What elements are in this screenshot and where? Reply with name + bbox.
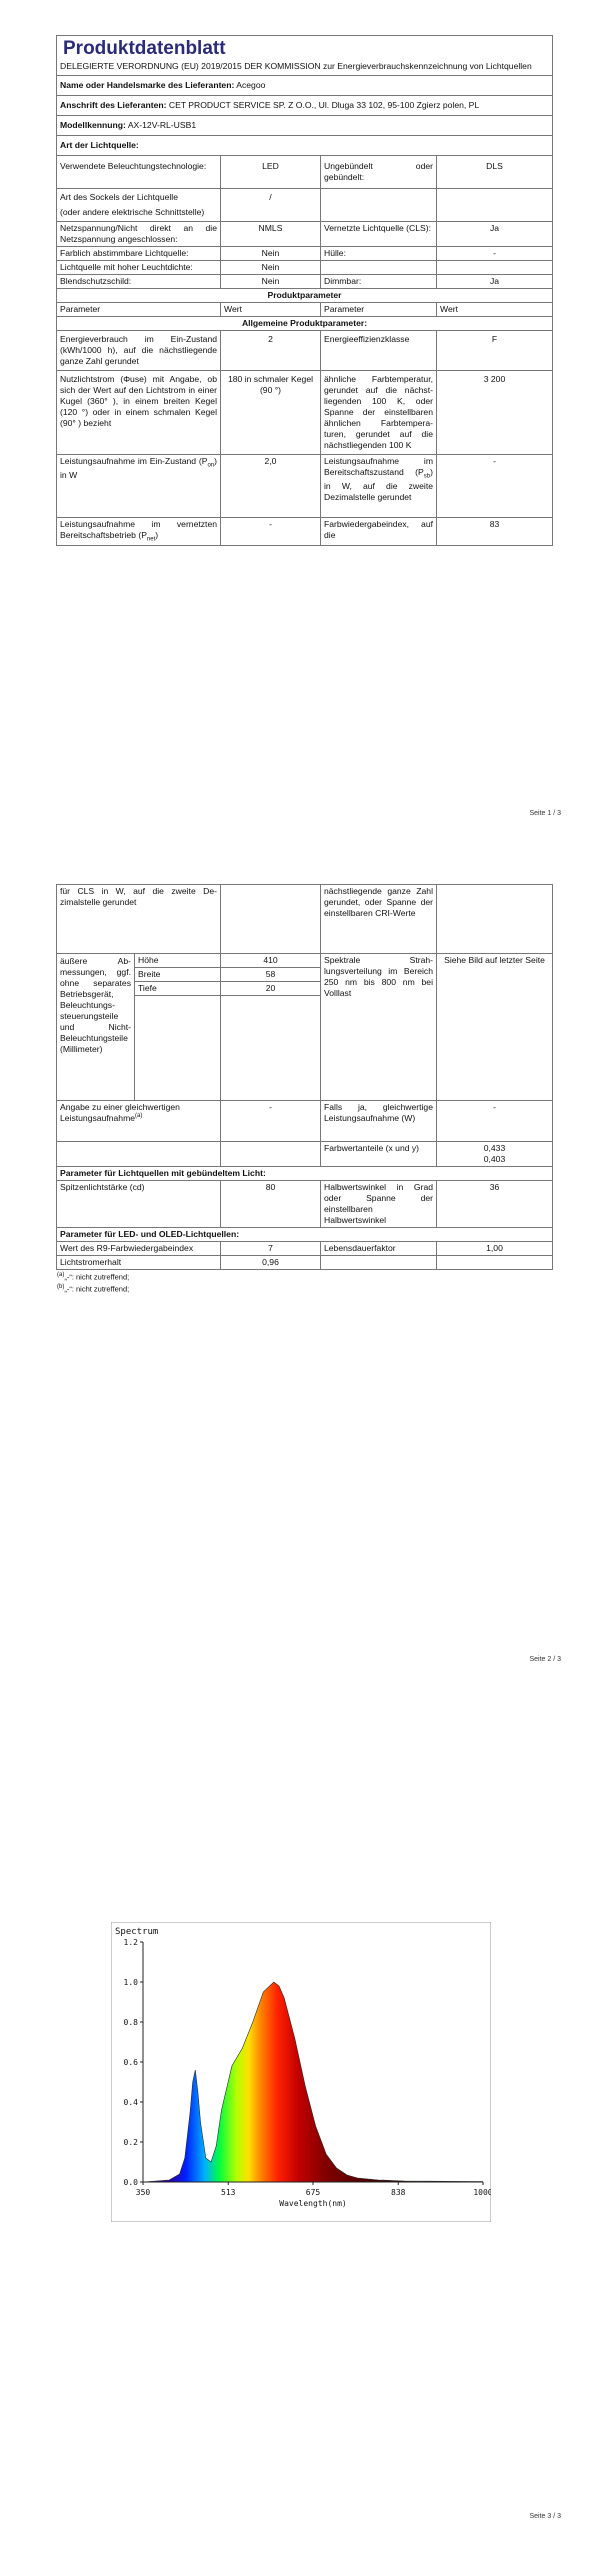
tech-label: Verwendete Beleuchtungstechnologie: [57,155,221,188]
spectrum-chart [111,1922,491,2225]
nondirectional-value: DLS [437,155,553,188]
page-number-2: Seite 2 / 3 [529,1656,561,1663]
col-header-value-1: Wert [221,302,321,316]
psb-value: - [437,454,553,517]
y-tick-label: 0.6 [123,2058,138,2067]
width-label: Breite [135,968,221,982]
mains-label: Netzspannung/Nicht direkt an die Netzspannung angeschlossen: [57,221,221,246]
glare-label: Blendschutzschild: [57,274,221,288]
general-params-heading: Allgemeine Produktparameter: [57,316,553,330]
page-1 [0,35,603,817]
tunable-value: Nein [221,246,321,260]
dimensions-label: äußere Abmessungen, ggf. ohne separates Betriebsgerät, Beleuchtungssteuerungsteile und Nicht-Beleuchtungsteile (Millimeter) [57,954,135,1101]
y-tick-label: 0.2 [123,2138,138,2147]
page-number-3: Seite 3 / 3 [529,2513,561,2520]
r9-label: Wert des R9-Farbwiedergabeindex [57,1242,221,1256]
flux-label: Nutzlichtstrom (Φuse) mit Angabe, ob sich der Wert auf den Lichtstrom in einer Kugel (360° ), in einem breiten Kegel (120 °) oder in einem schmalen Kegel (90° ) bezieht [57,370,221,454]
eec-value: F [437,330,553,370]
supplier-address-row: Anschrift des Lieferanten: CET PRODUCT SERVICE SP. Z O.O., Ul. Dluga 33 102, 95-100 Zgierz polen, PL [57,95,553,115]
equivalent-power-value: - [437,1101,553,1142]
y-tick-label: 1.0 [123,1978,138,1987]
socket-value: / [221,188,321,221]
tech-value: LED [221,155,321,188]
x-tick-label: 350 [135,2188,151,2197]
envelope-value: - [437,246,553,260]
nondirectional-label: Ungebündelt oder gebündelt: [321,155,437,188]
y-tick-label: 0.0 [123,2178,138,2187]
depth-value: 20 [221,982,321,996]
depth-label: Tiefe [135,982,221,996]
supplier-name: Acegoo [236,79,266,90]
x-tick-label: 675 [305,2188,321,2197]
height-value: 410 [221,954,321,968]
col-header-value-2: Wert [437,302,553,316]
beam-angle-value: 36 [437,1181,553,1228]
tunable-label: Farblich abstimmbare Lichtquelle: [57,246,221,260]
beam-angle-label: Halbwertswinkel in Grad oder Spanne der einstellbaren Halbwertswinkel [321,1181,437,1228]
high-luminance-label: Lichtquelle mit hoher Leuchtdichte: [57,260,221,274]
equivalent-label: Angabe zu einer gleichwertigen Leistungsaufnahme$^{(a)}$ [57,1101,221,1142]
chromaticity-value [437,1142,553,1167]
datasheet-table-part-1 [56,35,553,546]
footnote-b: $^{(b)}$„-“: nicht zutreffend; [57,1283,130,1294]
footnote-a: $^{(a)}$„-“: nicht zutreffend; [57,1272,130,1282]
lumen-maintenance-label: Lichtstromerhalt [57,1256,221,1270]
flux-value: 180 in schmaler Kegel (90 °) [221,370,321,454]
socket-label: Art des Sockels der Lichtquelle (oder andere elektrische Schnittstelle) [57,188,221,221]
survival-value: 1,00 [437,1242,553,1256]
chromaticity-x: 0,433 [483,1143,506,1153]
pon-value: 2,0 [221,454,321,517]
pnet-continued: für CLS in W, auf die zweite Dezimalstelle gerundet [57,885,221,954]
dimmable-value: Ja [437,274,553,288]
envelope-label: Hülle: [321,246,437,260]
spectrum-svg [111,1922,491,2222]
light-type-heading: Art der Lichtquelle: [57,135,553,155]
mains-value: NMLS [221,221,321,246]
pnet-label: Leistungsaufnahme im vernetzten Bereitschaftsbetrieb $(P_{net})$ [57,517,221,545]
cct-label: ähnliche Farbtemperatur, gerundet auf die nächstliegenden 100 K, oder Spanne der einstellbaren ähnlichen Farbtemperaturen, gerundet auf die nächstliegenden 100 K [321,370,437,454]
document-title: Produktdatenblatt [63,38,226,59]
cri-value: 83 [437,517,553,545]
high-luminance-value: Nein [221,260,321,274]
x-tick-label: 1000 [473,2188,491,2197]
connected-label: Vernetzte Lichtquelle (CLS): [321,221,437,246]
dls-params-heading: Parameter für Lichtquellen mit gebündeltem Licht: [57,1167,553,1181]
r9-value: 7 [221,1242,321,1256]
lumen-maintenance-value: 0,96 [221,1256,321,1270]
page-number-1: Seite 1 / 3 [529,810,561,817]
supplier-name-row: Name oder Handelsmarke des Lieferanten: Acegoo [57,75,553,95]
model-row: Modellkennung: AX-12V-RL-USB1 [57,115,553,135]
energy-label: Energieverbrauch im Ein-Zustand (kWh/1000 h), auf die nächstliegende ganze Zahl gerundet [57,330,221,370]
peak-intensity-value: 80 [221,1181,321,1228]
col-header-param-2: Parameter [321,302,437,316]
survival-label: Lebensdauerfaktor [321,1242,437,1256]
spd-label: Spektrale Strahlungsverteilung im Bereich 250 nm bis 800 nm bei Volllast [321,954,437,1101]
width-value: 58 [221,968,321,982]
y-tick-label: 1.2 [123,1938,138,1947]
regulation-text: DELEGIERTE VERORDNUNG (EU) 2019/2015 DER KOMMISSION zur Energieverbrauchskennzeichnung von Lichtquellen [60,60,532,71]
chromaticity-y: 0,403 [483,1154,506,1164]
pnet-value: - [221,517,321,545]
x-tick-label: 838 [391,2188,406,2197]
supplier-address: CET PRODUCT SERVICE SP. Z O.O., Ul. Dluga 33 102, 95-100 Zgierz polen, PL [168,99,480,110]
spd-value: Siehe Bild auf letzter Seite [437,954,553,1101]
height-label: Höhe [135,954,221,968]
energy-value: 2 [221,330,321,370]
x-axis-label: Wavelength(nm) [279,2199,347,2208]
cct-value: 3 200 [437,370,553,454]
datasheet-table-part-2 [56,884,553,1270]
equivalent-value: - [221,1101,321,1142]
chart-title: Spectrum [115,1927,159,1937]
pon-label: Leistungsaufnahme im Ein-Zustand $(P_{on})$ in W [57,454,221,517]
col-header-param-1: Parameter [57,302,221,316]
product-params-heading: Produktparameter [57,288,553,302]
cri-continued: nächstliegende ganze Zahl gerundet, oder Spanne der einstellbaren CRI-Werte [321,885,437,954]
model-id: AX-12V-RL-USB1 [127,119,197,130]
page-2 [0,884,603,1663]
eec-label: Energieeffizienzklasse [321,330,437,370]
chromaticity-label: Farbwertanteile (x und y) [321,1142,437,1167]
psb-label: Leistungsaufnahme im Bereitschaftszustand $(P_{sb})$ in W, auf die zweite Dezimalstelle gerundet [321,454,437,517]
glare-value: Nein [221,274,321,288]
equivalent-power-label: Falls ja, gleichwertige Leistungsaufnahme (W) [321,1101,437,1142]
cri-label: Farbwiedergabeindex, auf die [321,517,437,545]
x-tick-label: 513 [221,2188,236,2197]
peak-intensity-label: Spitzenlichtstärke (cd) [57,1181,221,1228]
connected-value: Ja [437,221,553,246]
y-tick-label: 0.4 [123,2098,138,2107]
dimmable-label: Dimmbar: [321,274,437,288]
led-params-heading: Parameter für LED- und OLED-Lichtquellen: [57,1228,553,1242]
y-tick-label: 0.8 [123,2018,138,2027]
